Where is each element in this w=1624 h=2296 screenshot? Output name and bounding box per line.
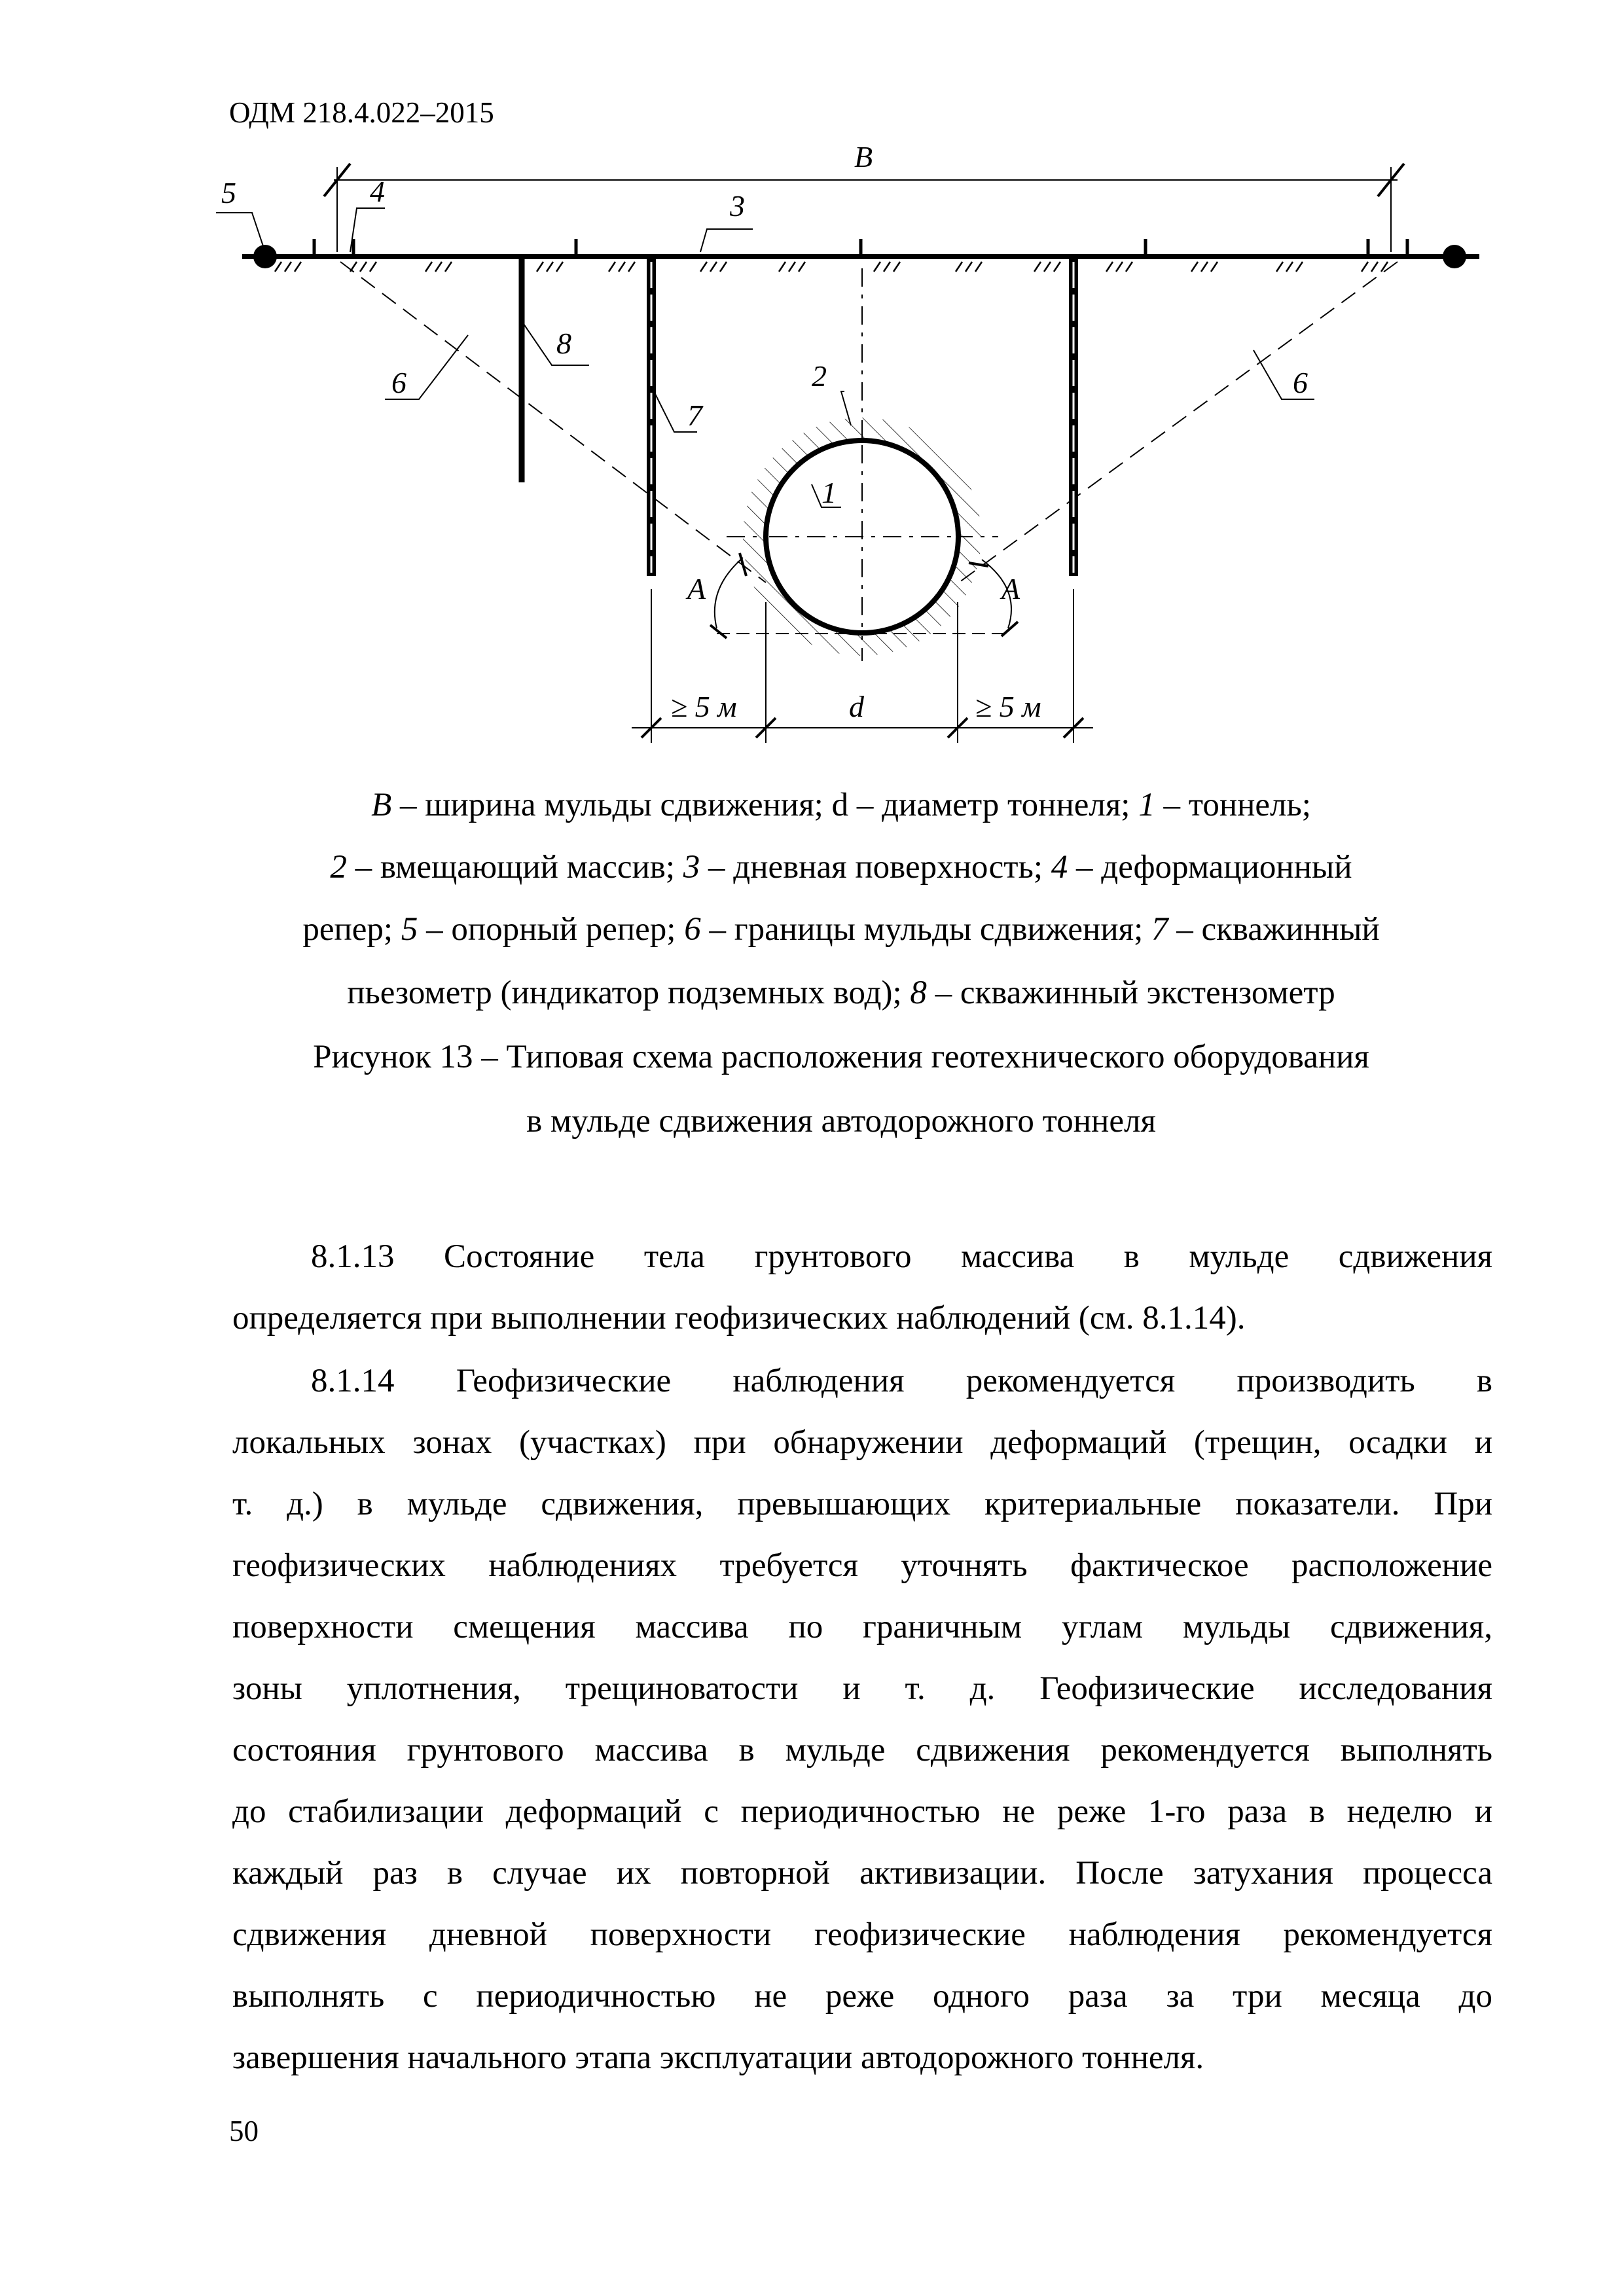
- text-line: геофизических наблюдениях требуется уточнять фактическое расположение: [232, 1547, 1492, 1584]
- deformation-benchmarks: [314, 239, 1407, 257]
- paragraph-8-1-14: [232, 1365, 1492, 2103]
- text-line: завершения начального этапа эксплуатации автодорожного тоннеля.: [232, 2039, 1204, 2076]
- label-4: 4: [370, 175, 385, 208]
- label-7: 7: [687, 399, 702, 432]
- text-line: локальных зонах (участках) при обнаружении деформаций (трещин, осадки и: [232, 1424, 1492, 1461]
- text-line: до стабилизации деформаций с периодичностью не реже 1-го раза в неделю и: [232, 1793, 1492, 1830]
- legend-line-4: пьезометр (индикатор подземных вод); 8 – скважинный экстензометр: [347, 975, 1335, 1011]
- document-code-header: ОДМ 218.4.022–2015: [229, 96, 494, 129]
- reference-benchmark-right: [1443, 245, 1466, 268]
- legend-line-3: репер; 5 – опорный репер; 6 – границы мульды сдвижения; 7 – скважинный: [302, 911, 1380, 948]
- legend-line-1: B – ширина мульды сдвижения; d – диаметр тоннеля; 1 – тоннель;: [371, 787, 1311, 823]
- label-8: 8: [556, 327, 571, 360]
- text-line: каждый раз в случае их повторной активизации. После затухания процесса: [232, 1855, 1492, 1892]
- label-A-right: A: [1001, 572, 1020, 605]
- leader-lines: [216, 208, 1314, 507]
- legend-line-2: 2 – вмещающий массив; 3 – дневная поверхность; 4 – деформационный: [330, 849, 1352, 886]
- label-1: 1: [821, 476, 837, 509]
- label-6-left: 6: [391, 366, 406, 399]
- label-B: B: [854, 140, 873, 173]
- tunnel-monitoring-diagram: [0, 0, 1624, 785]
- text-line: сдвижения дневной поверхности геофизические наблюдения рекомендуется: [232, 1916, 1492, 1953]
- text-line: 8.1.13 Состояние тела грунтового массива в мульде сдвижения: [311, 1238, 1492, 1275]
- paragraph-8-1-13: [232, 1240, 1492, 1363]
- label-5: 5: [221, 176, 236, 209]
- page-number: 50: [229, 2115, 259, 2147]
- text-line: 8.1.14 Геофизические наблюдения рекомендуется производить в: [311, 1363, 1492, 1399]
- dim-label-left: ≥ 5 м: [671, 690, 737, 723]
- label-3: 3: [730, 189, 745, 223]
- reference-benchmark-left: [253, 245, 277, 268]
- text-line: зоны уплотнения, трещиноватости и т. д. Геофизические исследования: [232, 1670, 1492, 1707]
- figure-caption-line-2: в мульде сдвижения автодорожного тоннеля: [526, 1103, 1156, 1139]
- text-line: выполнять с периодичностью не реже одного раза за три месяца до: [232, 1978, 1492, 2015]
- label-2: 2: [812, 359, 827, 393]
- dim-label-right: ≥ 5 м: [975, 690, 1041, 723]
- text-line: поверхности смещения массива по граничным углам мульды сдвижения,: [232, 1609, 1492, 1645]
- text-line: определяется при выполнении геофизических наблюдений (см. 8.1.14).: [232, 1300, 1246, 1336]
- text-line: состояния грунтового массива в мульде сдвижения рекомендуется выполнять: [232, 1732, 1492, 1768]
- label-A-left: A: [687, 572, 706, 605]
- ground-hatching: [275, 262, 1388, 272]
- text-line: т. д.) в мульде сдвижения, превышающих критериальные показатели. При: [232, 1486, 1492, 1522]
- label-6-right: 6: [1293, 366, 1308, 399]
- figure-caption-line-1: Рисунок 13 – Типовая схема расположения геотехнического оборудования: [313, 1039, 1369, 1075]
- dim-label-d: d: [849, 690, 864, 723]
- width-dimension-B: [324, 164, 1404, 252]
